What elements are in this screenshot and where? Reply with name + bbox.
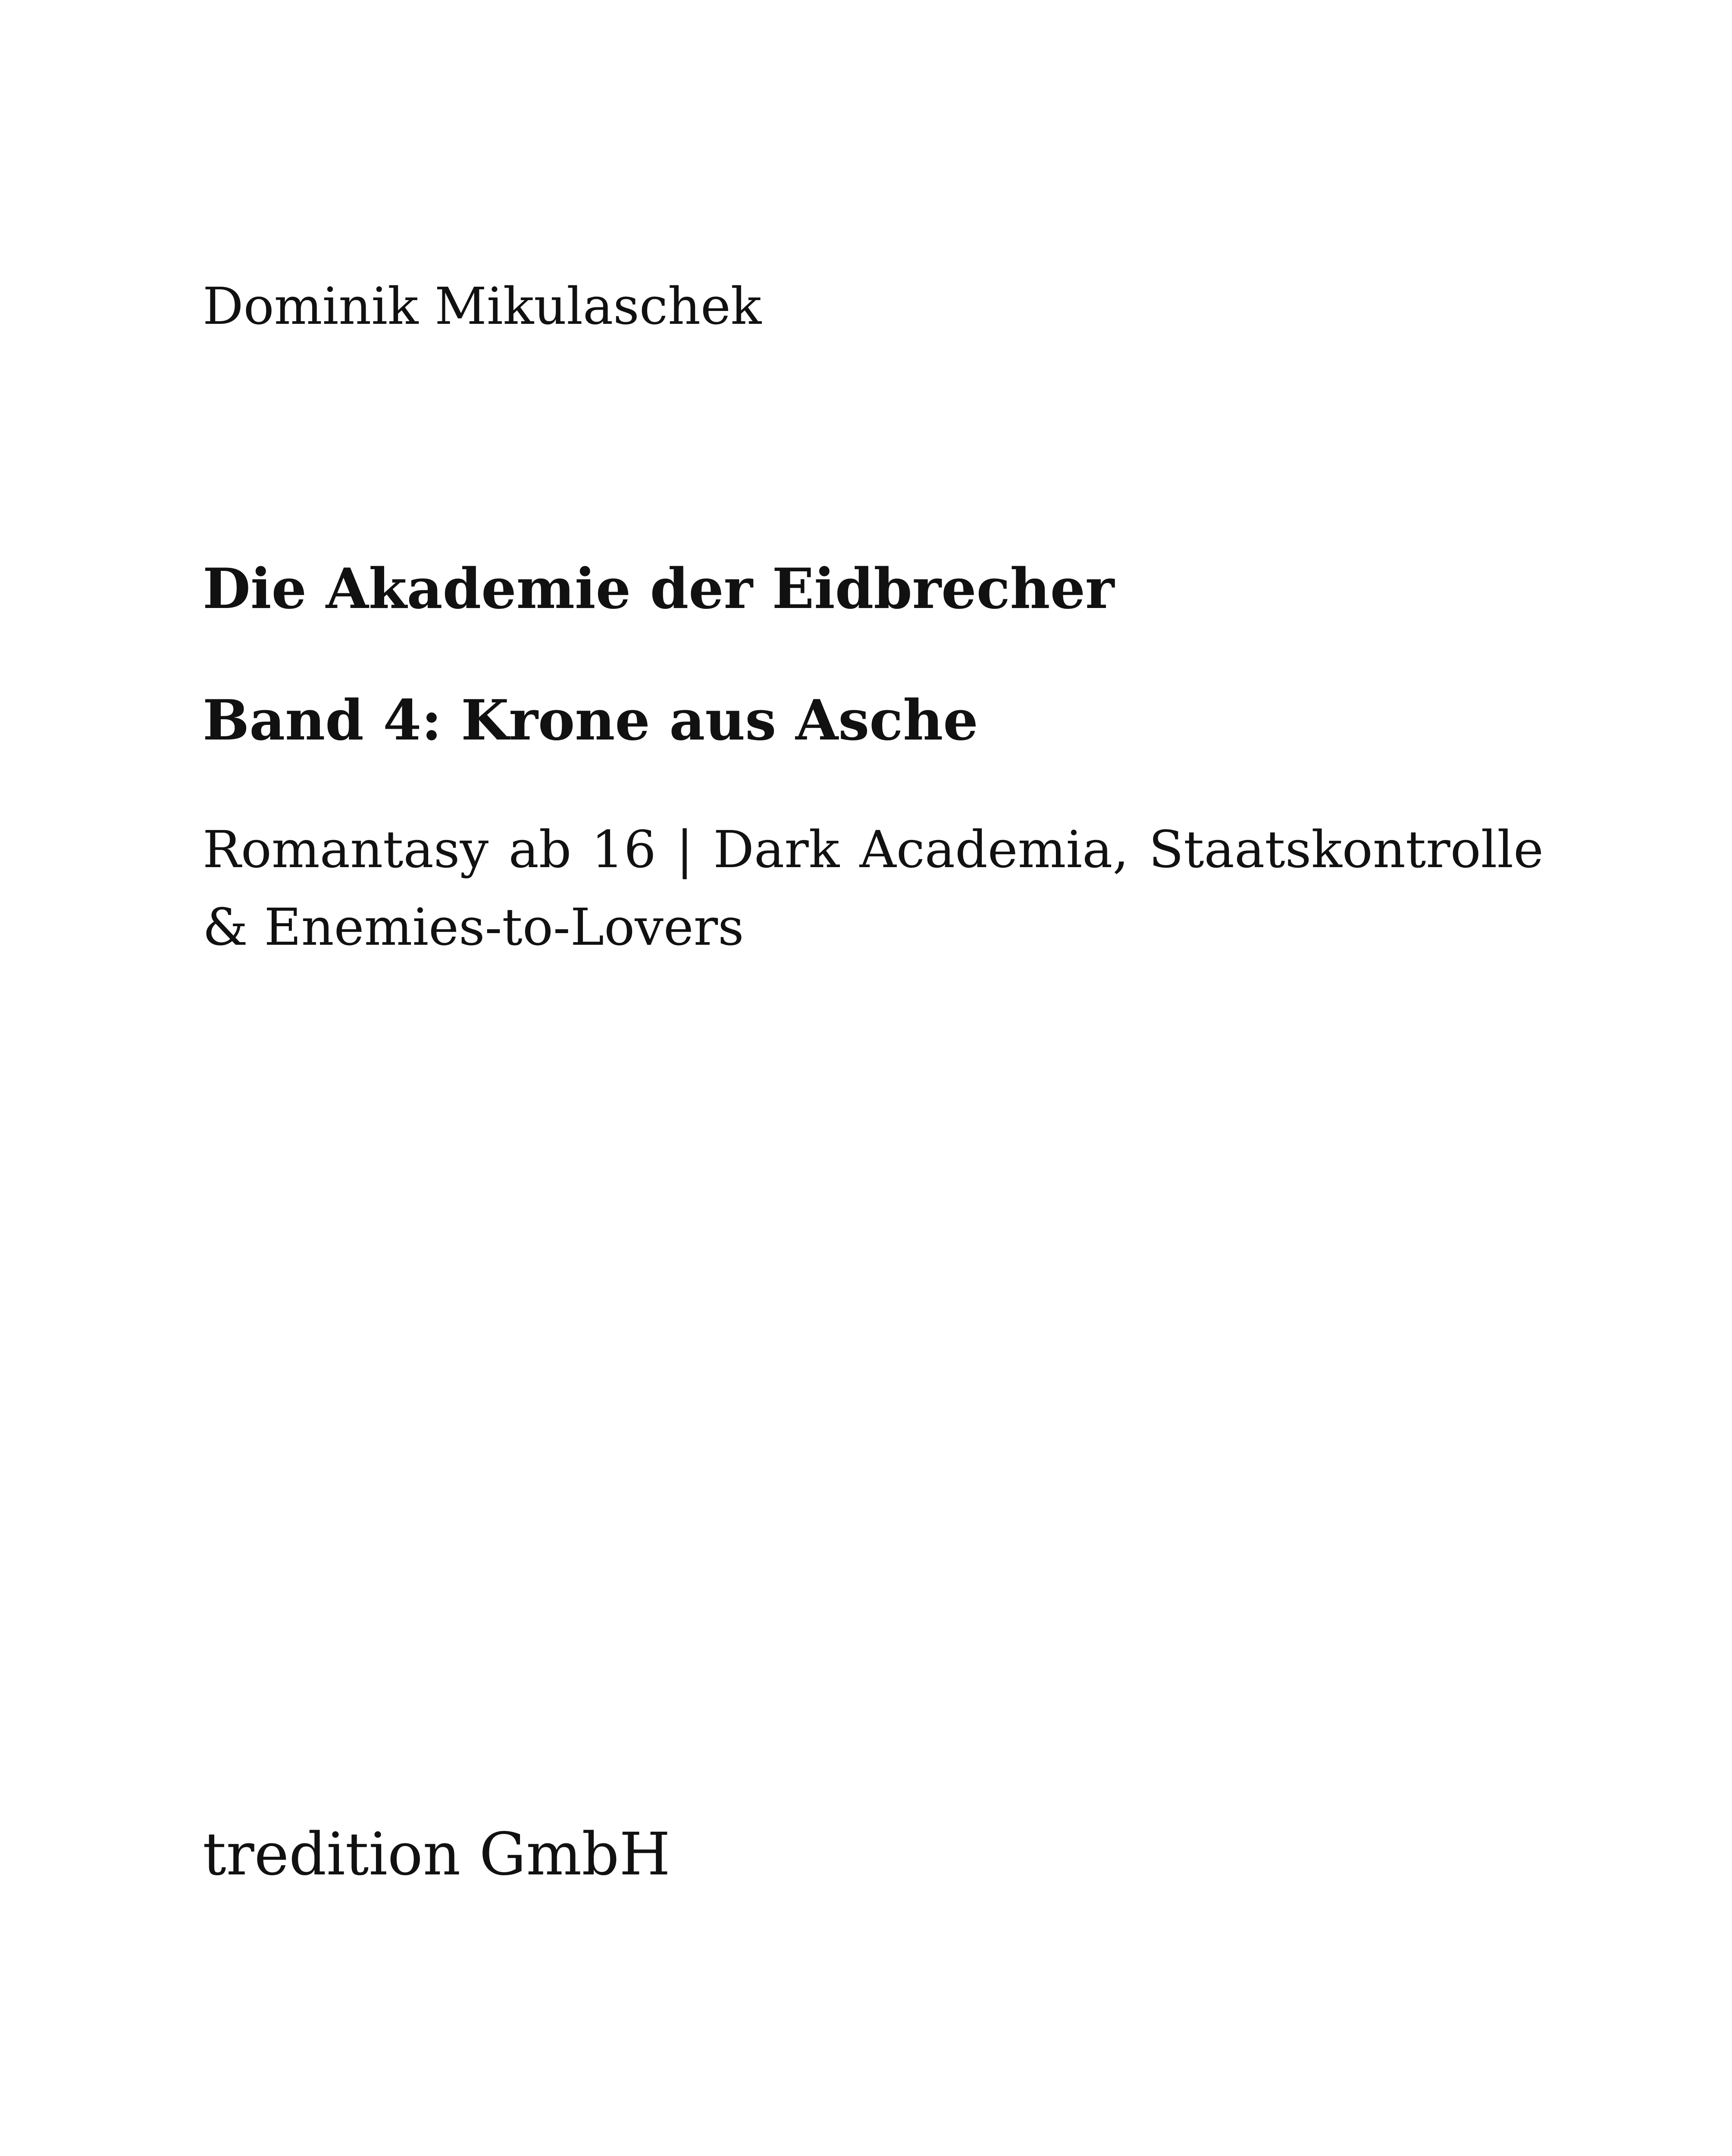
author-name: Dominik Mikulaschek [203, 276, 762, 336]
publisher-name: tredition GmbH [203, 1821, 670, 1889]
genre-description: Romantasy ab 16 | Dark Academia, Staatskontrolle & Enemies-to-Lovers [203, 820, 1544, 957]
book-subtitle: Band 4: Krone aus Asche [203, 688, 978, 753]
book-title: Die Akademie der Eidbrecher [203, 557, 1115, 621]
